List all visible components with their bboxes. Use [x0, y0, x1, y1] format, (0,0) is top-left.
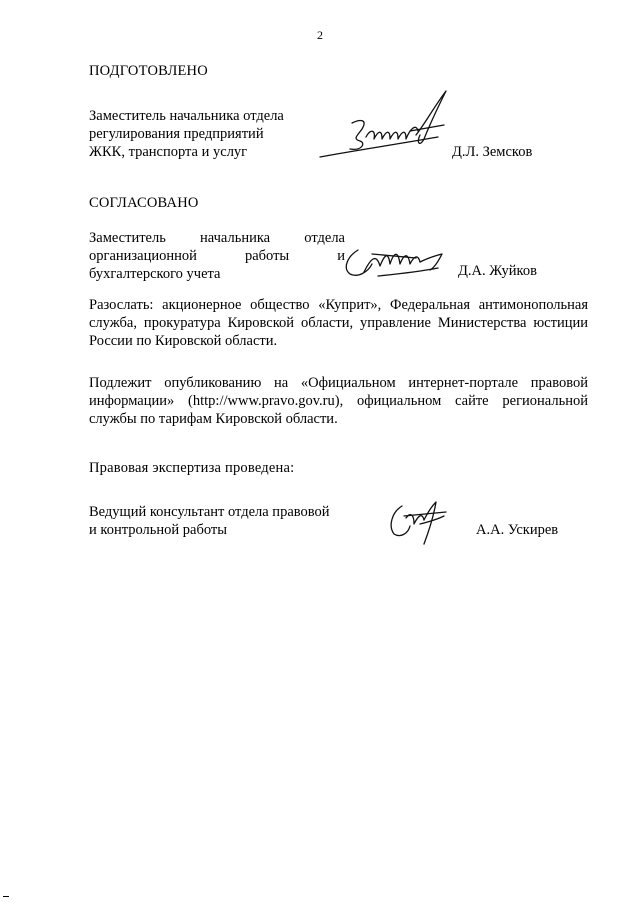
- distribution-line: служба, прокуратура Кировской области, управление Министерства юстиции: [89, 315, 588, 331]
- distribution-paragraph: [89, 296, 588, 350]
- agreed-position-line: организационной работы и: [89, 248, 345, 264]
- prepared-name: Д.Л. Земсков: [452, 144, 533, 160]
- prepared-position-line: регулирования предприятий: [89, 126, 264, 142]
- legal-review-position-line: Ведущий консультант отдела правовой: [89, 504, 330, 520]
- publication-paragraph: [89, 374, 588, 428]
- prepared-position-line: ЖКК, транспорта и услуг: [89, 144, 248, 160]
- legal-review-position-line: и контрольной работы: [89, 522, 227, 538]
- signature-uskirev: [384, 494, 464, 554]
- publication-line: Подлежит опубликованию на «Официальном интернет-портале правовой: [89, 375, 588, 391]
- signature-zemskov: [312, 85, 462, 175]
- prepared-position: [89, 107, 345, 161]
- agreed-heading: СОГЛАСОВАНО: [89, 195, 199, 211]
- agreed-name: Д.А. Жуйков: [458, 263, 537, 279]
- prepared-position-line: Заместитель начальника отдела: [89, 108, 284, 124]
- legal-review-position: [89, 503, 359, 539]
- distribution-line: России по Кировской области.: [89, 333, 278, 349]
- publication-line: информации» (http://www.pravo.gov.ru), официальном сайте региональной: [89, 393, 588, 409]
- agreed-position-line: Заместитель начальника отдела: [89, 230, 345, 246]
- scan-edge-mark: [3, 896, 9, 897]
- signature-zhuykov: [338, 236, 458, 286]
- publication-line: службы по тарифам Кировской области.: [89, 411, 338, 427]
- legal-review-name: А.А. Ускирев: [476, 522, 559, 538]
- prepared-heading: ПОДГОТОВЛЕНО: [89, 63, 208, 79]
- agreed-position: [89, 229, 345, 283]
- legal-review-heading: Правовая экспертиза проведена:: [89, 460, 295, 476]
- distribution-line: Разослать: акционерное общество «Куприт», Федеральная антимонопольная: [89, 297, 588, 313]
- page-number: 2: [317, 28, 323, 42]
- agreed-position-line: бухгалтерского учета: [89, 266, 221, 282]
